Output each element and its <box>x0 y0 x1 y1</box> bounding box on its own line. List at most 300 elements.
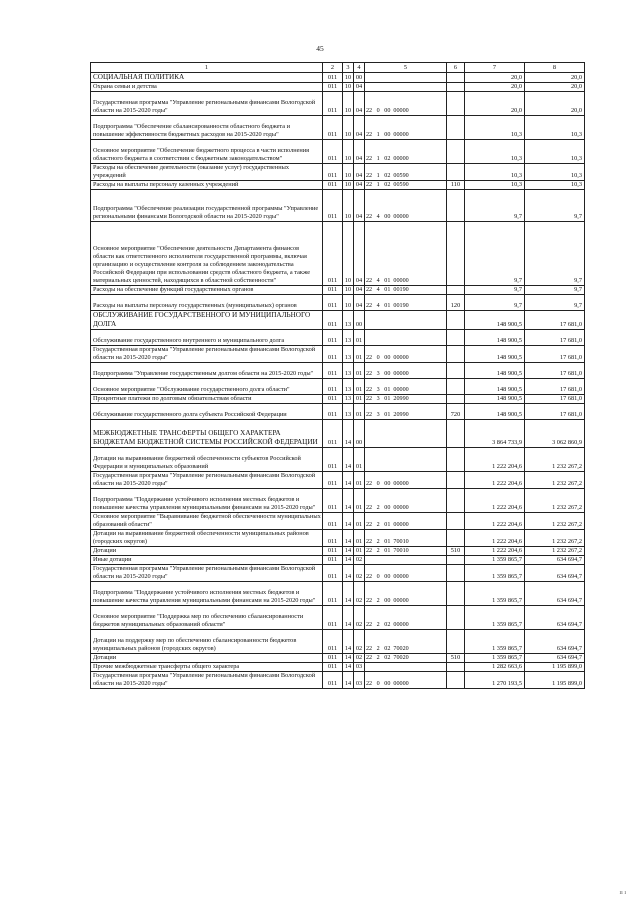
amount-year2-cell: 17 681,0 <box>525 346 585 363</box>
row-name-cell: Государственная программа "Управление региональными финансами Вологодской области на 2015-2020 годы" <box>91 346 323 363</box>
row-name-cell: Иные дотации <box>91 556 323 565</box>
code-subsection-cell: 01 <box>354 472 365 489</box>
code-expense-type-cell <box>447 395 465 404</box>
code-section-cell: 10 <box>343 92 354 116</box>
row-name-cell: Дотации <box>91 654 323 663</box>
code-admin-cell: 011 <box>323 489 343 513</box>
code-subsection-cell: 02 <box>354 582 365 606</box>
code-admin-cell: 011 <box>323 92 343 116</box>
code-admin-cell: 011 <box>323 140 343 164</box>
code-expense-type-cell <box>447 286 465 295</box>
code-admin-cell: 011 <box>323 181 343 190</box>
page-number: 45 <box>316 44 324 53</box>
code-target-article-cell: 22 2 01 70010 <box>365 547 447 556</box>
table-row <box>91 672 585 689</box>
code-expense-type-cell <box>447 606 465 630</box>
code-section-cell: 14 <box>343 448 354 472</box>
code-section-cell: 14 <box>343 672 354 689</box>
amount-year1-cell: 9,7 <box>465 222 525 286</box>
code-subsection-cell: 04 <box>354 83 365 92</box>
code-admin-cell: 011 <box>323 606 343 630</box>
table-row <box>91 556 585 565</box>
code-expense-type-cell: 510 <box>447 547 465 556</box>
code-target-article-cell: 22 1 02 00590 <box>365 164 447 181</box>
code-expense-type-cell <box>447 73 465 83</box>
code-target-article-cell: 22 2 00 00000 <box>365 489 447 513</box>
table-row <box>91 181 585 190</box>
code-admin-cell: 011 <box>323 448 343 472</box>
code-expense-type-cell <box>447 311 465 330</box>
code-section-cell: 10 <box>343 164 354 181</box>
row-name-cell: МЕЖБЮДЖЕТНЫЕ ТРАНСФЕРТЫ ОБЩЕГО ХАРАКТЕРА БЮДЖЕТАМ БЮДЖЕТНОЙ СИСТЕМЫ РОССИЙСКОЙ ФЕДЕРАЦИИ <box>91 420 323 448</box>
row-name-cell: Дотации на выравнивание бюджетной обеспеченности муниципальных районов (городских округов) <box>91 530 323 547</box>
row-name-cell: Дотации <box>91 547 323 556</box>
amount-year1-cell: 148 900,5 <box>465 363 525 379</box>
code-target-article-cell: 22 0 00 00000 <box>365 92 447 116</box>
code-subsection-cell: 04 <box>354 92 365 116</box>
row-name-cell: Государственная программа "Управление региональными финансами Вологодской области на 2015-2020 годы" <box>91 672 323 689</box>
code-subsection-cell: 04 <box>354 190 365 222</box>
amount-year1-cell: 20,0 <box>465 92 525 116</box>
code-section-cell: 14 <box>343 606 354 630</box>
row-name-cell: Дотации на выравнивание бюджетной обеспеченности субъектов Российской Федерации и муниципальных образований <box>91 448 323 472</box>
code-section-cell: 14 <box>343 530 354 547</box>
code-section-cell: 14 <box>343 630 354 654</box>
code-expense-type-cell <box>447 83 465 92</box>
code-expense-type-cell <box>447 663 465 672</box>
code-target-article-cell <box>365 83 447 92</box>
table-body <box>91 63 585 689</box>
header-cell: 4 <box>354 63 365 73</box>
code-subsection-cell: 04 <box>354 222 365 286</box>
code-target-article-cell: 22 2 02 70020 <box>365 654 447 663</box>
code-admin-cell: 011 <box>323 190 343 222</box>
code-section-cell: 14 <box>343 556 354 565</box>
code-expense-type-cell <box>447 222 465 286</box>
code-subsection-cell: 01 <box>354 513 365 530</box>
row-name-cell: Расходы на выплаты персоналу государственных (муниципальных) органов <box>91 295 323 311</box>
amount-year1-cell: 1 222 204,6 <box>465 530 525 547</box>
table-row <box>91 565 585 582</box>
table-row <box>91 513 585 530</box>
amount-year2-cell: 17 681,0 <box>525 311 585 330</box>
code-admin-cell: 011 <box>323 530 343 547</box>
amount-year1-cell: 10,3 <box>465 140 525 164</box>
row-name-cell: Расходы на выплаты персоналу казенных учреждений <box>91 181 323 190</box>
code-subsection-cell: 02 <box>354 556 365 565</box>
row-name-cell: Основное мероприятие "Выравнивание бюджетной обеспеченности муниципальных образований области" <box>91 513 323 530</box>
header-cell: 1 <box>91 63 323 73</box>
amount-year1-cell: 1 359 865,7 <box>465 556 525 565</box>
header-cell: 5 <box>365 63 447 73</box>
code-expense-type-cell <box>447 472 465 489</box>
amount-year1-cell: 1 222 204,6 <box>465 513 525 530</box>
table-row <box>91 190 585 222</box>
row-name-cell: Основное мероприятие "Обеспечение бюджетного процесса в части исполнения областного бюджета в соответствии с бюджетным законодательством" <box>91 140 323 164</box>
code-section-cell: 10 <box>343 222 354 286</box>
amount-year1-cell: 148 900,5 <box>465 346 525 363</box>
code-expense-type-cell <box>447 489 465 513</box>
amount-year1-cell: 20,0 <box>465 73 525 83</box>
code-admin-cell: 011 <box>323 73 343 83</box>
code-target-article-cell: 22 4 01 00190 <box>365 295 447 311</box>
amount-year1-cell: 1 270 193,5 <box>465 672 525 689</box>
code-expense-type-cell <box>447 420 465 448</box>
code-admin-cell: 011 <box>323 672 343 689</box>
code-section-cell: 13 <box>343 330 354 346</box>
code-section-cell: 14 <box>343 663 354 672</box>
row-name-cell: Расходы на обеспечение функций государственных органов <box>91 286 323 295</box>
code-subsection-cell: 00 <box>354 311 365 330</box>
amount-year1-cell: 1 359 865,7 <box>465 582 525 606</box>
code-expense-type-cell <box>447 346 465 363</box>
code-expense-type-cell <box>447 582 465 606</box>
code-admin-cell: 011 <box>323 663 343 672</box>
table-row <box>91 379 585 395</box>
amount-year2-cell: 10,3 <box>525 116 585 140</box>
table-row <box>91 404 585 420</box>
table-row <box>91 295 585 311</box>
code-expense-type-cell <box>447 164 465 181</box>
code-subsection-cell: 01 <box>354 379 365 395</box>
table-row <box>91 286 585 295</box>
row-name-cell: Подпрограмма "Поддержание устойчивого исполнения местных бюджетов и повышение качества управления муниципальными финансами на 2015-2020 годы" <box>91 582 323 606</box>
header-row <box>91 63 585 73</box>
row-name-cell: Государственная программа "Управление региональными финансами Вологодской области на 2015-2020 годы" <box>91 472 323 489</box>
code-admin-cell: 011 <box>323 330 343 346</box>
amount-year2-cell: 10,3 <box>525 140 585 164</box>
amount-year2-cell: 634 694,7 <box>525 606 585 630</box>
amount-year1-cell: 1 359 865,7 <box>465 565 525 582</box>
amount-year1-cell: 10,3 <box>465 181 525 190</box>
table-row <box>91 311 585 330</box>
amount-year1-cell: 148 900,5 <box>465 330 525 346</box>
code-target-article-cell: 22 2 02 70020 <box>365 630 447 654</box>
code-subsection-cell: 04 <box>354 164 365 181</box>
amount-year1-cell: 9,7 <box>465 190 525 222</box>
code-subsection-cell: 01 <box>354 547 365 556</box>
code-target-article-cell: 22 2 01 00000 <box>365 513 447 530</box>
code-subsection-cell: 04 <box>354 181 365 190</box>
code-expense-type-cell: 720 <box>447 404 465 420</box>
amount-year2-cell: 3 062 860,9 <box>525 420 585 448</box>
row-name-cell: Основное мероприятие "Обслуживание государственного долга области" <box>91 379 323 395</box>
amount-year2-cell: 1 232 267,2 <box>525 472 585 489</box>
amount-year1-cell: 1 359 865,7 <box>465 606 525 630</box>
amount-year2-cell: 1 195 899,0 <box>525 663 585 672</box>
table-row <box>91 92 585 116</box>
code-admin-cell: 011 <box>323 346 343 363</box>
amount-year1-cell: 1 222 204,6 <box>465 472 525 489</box>
row-name-cell: Государственная программа "Управление региональными финансами Вологодской области на 2015-2020 годы" <box>91 92 323 116</box>
code-admin-cell: 011 <box>323 286 343 295</box>
code-target-article-cell: 22 1 00 00000 <box>365 116 447 140</box>
code-subsection-cell: 04 <box>354 140 365 164</box>
budget-table <box>90 62 585 689</box>
code-subsection-cell: 00 <box>354 73 365 83</box>
amount-year2-cell: 9,7 <box>525 190 585 222</box>
code-admin-cell: 011 <box>323 116 343 140</box>
amount-year2-cell: 17 681,0 <box>525 404 585 420</box>
row-name-cell: Основное мероприятие "Поддержка мер по обеспечению сбалансированности бюджетов муниципальных образований области" <box>91 606 323 630</box>
code-target-article-cell <box>365 420 447 448</box>
code-target-article-cell: 22 2 02 00000 <box>365 606 447 630</box>
header-cell: 3 <box>343 63 354 73</box>
code-section-cell: 14 <box>343 513 354 530</box>
code-section-cell: 10 <box>343 116 354 140</box>
code-admin-cell: 011 <box>323 379 343 395</box>
code-admin-cell: 011 <box>323 547 343 556</box>
code-target-article-cell <box>365 556 447 565</box>
table-row <box>91 420 585 448</box>
code-admin-cell: 011 <box>323 420 343 448</box>
code-subsection-cell: 04 <box>354 295 365 311</box>
code-expense-type-cell <box>447 672 465 689</box>
table-row <box>91 363 585 379</box>
row-name-cell: Дотации на поддержку мер по обеспечению сбалансированности бюджетов муниципальных районов (городских округов) <box>91 630 323 654</box>
table-row <box>91 395 585 404</box>
table-row <box>91 330 585 346</box>
code-admin-cell: 011 <box>323 582 343 606</box>
amount-year2-cell: 634 694,7 <box>525 630 585 654</box>
header-cell: 6 <box>447 63 465 73</box>
amount-year2-cell: 1 195 899,0 <box>525 672 585 689</box>
amount-year1-cell: 1 282 663,6 <box>465 663 525 672</box>
code-expense-type-cell: 110 <box>447 181 465 190</box>
code-subsection-cell: 03 <box>354 663 365 672</box>
code-expense-type-cell <box>447 530 465 547</box>
amount-year2-cell: 17 681,0 <box>525 379 585 395</box>
code-target-article-cell: 22 1 02 00590 <box>365 181 447 190</box>
code-expense-type-cell <box>447 190 465 222</box>
amount-year1-cell: 148 900,5 <box>465 395 525 404</box>
code-admin-cell: 011 <box>323 630 343 654</box>
code-admin-cell: 011 <box>323 311 343 330</box>
code-subsection-cell: 02 <box>354 565 365 582</box>
amount-year2-cell: 634 694,7 <box>525 654 585 663</box>
code-target-article-cell: 22 0 00 00000 <box>365 565 447 582</box>
table-row <box>91 654 585 663</box>
amount-year1-cell: 10,3 <box>465 164 525 181</box>
table-row <box>91 472 585 489</box>
code-target-article-cell: 22 4 01 00190 <box>365 286 447 295</box>
code-expense-type-cell <box>447 363 465 379</box>
table-row <box>91 606 585 630</box>
code-expense-type-cell <box>447 116 465 140</box>
code-section-cell: 13 <box>343 311 354 330</box>
code-subsection-cell: 02 <box>354 606 365 630</box>
code-subsection-cell: 01 <box>354 489 365 513</box>
code-section-cell: 14 <box>343 547 354 556</box>
table-row <box>91 630 585 654</box>
table-row <box>91 83 585 92</box>
code-admin-cell: 011 <box>323 83 343 92</box>
amount-year2-cell: 634 694,7 <box>525 565 585 582</box>
row-name-cell: Охрана семьи и детства <box>91 83 323 92</box>
code-target-article-cell <box>365 311 447 330</box>
amount-year2-cell: 17 681,0 <box>525 330 585 346</box>
code-subsection-cell: 01 <box>354 448 365 472</box>
row-name-cell: Процентные платежи по долговым обязательствам области <box>91 395 323 404</box>
code-expense-type-cell <box>447 330 465 346</box>
table-row <box>91 489 585 513</box>
code-expense-type-cell <box>447 565 465 582</box>
row-name-cell: Прочие межбюджетные трансферты общего характера <box>91 663 323 672</box>
row-name-cell: Расходы на обеспечение деятельности (оказание услуг) государственных учреждений <box>91 164 323 181</box>
amount-year2-cell: 20,0 <box>525 73 585 83</box>
row-name-cell: Основное мероприятие "Обеспечение деятельности Департамента финансов области как ответственного исполнителя государственной программы, включая организацию и осуществление контроля за соблюдением законодательства Российской Федерации при использовании средств областного бюджета, а также материальных ценностей, находящихся в областной собственности" <box>91 222 323 286</box>
code-expense-type-cell <box>447 556 465 565</box>
code-expense-type-cell: 120 <box>447 295 465 311</box>
code-expense-type-cell <box>447 92 465 116</box>
table-row <box>91 582 585 606</box>
code-expense-type-cell <box>447 630 465 654</box>
amount-year1-cell: 1 222 204,6 <box>465 489 525 513</box>
code-subsection-cell: 01 <box>354 346 365 363</box>
amount-year2-cell: 17 681,0 <box>525 363 585 379</box>
code-section-cell: 13 <box>343 363 354 379</box>
code-section-cell: 10 <box>343 181 354 190</box>
code-subsection-cell: 02 <box>354 654 365 663</box>
code-subsection-cell: 04 <box>354 286 365 295</box>
code-subsection-cell: 02 <box>354 630 365 654</box>
row-name-cell: ОБСЛУЖИВАНИЕ ГОСУДАРСТВЕННОГО И МУНИЦИПАЛЬНОГО ДОЛГА <box>91 311 323 330</box>
code-target-article-cell <box>365 73 447 83</box>
code-target-article-cell: 22 3 01 20990 <box>365 395 447 404</box>
code-target-article-cell: 22 3 01 20990 <box>365 404 447 420</box>
table-row <box>91 164 585 181</box>
code-admin-cell: 011 <box>323 404 343 420</box>
code-target-article-cell: 22 4 01 00000 <box>365 222 447 286</box>
code-section-cell: 13 <box>343 404 354 420</box>
row-name-cell: Подпрограмма "Обеспечение сбалансированности областного бюджета и повышение эффективности бюджетных расходов на 2015-2020 годы" <box>91 116 323 140</box>
code-subsection-cell: 01 <box>354 363 365 379</box>
header-cell: 7 <box>465 63 525 73</box>
table-row <box>91 663 585 672</box>
code-section-cell: 14 <box>343 472 354 489</box>
code-section-cell: 10 <box>343 190 354 222</box>
row-name-cell: Государственная программа "Управление региональными финансами Вологодской области на 2015-2020 годы" <box>91 565 323 582</box>
header-cell: 8 <box>525 63 585 73</box>
amount-year2-cell: 634 694,7 <box>525 582 585 606</box>
amount-year2-cell: 634 694,7 <box>525 556 585 565</box>
row-name-cell: Обслуживание государственного долга субъекта Российской Федерации <box>91 404 323 420</box>
code-target-article-cell: 22 3 00 00000 <box>365 363 447 379</box>
amount-year2-cell: 9,7 <box>525 286 585 295</box>
amount-year2-cell: 1 232 267,2 <box>525 489 585 513</box>
code-target-article-cell <box>365 448 447 472</box>
code-expense-type-cell <box>447 448 465 472</box>
amount-year2-cell: 20,0 <box>525 83 585 92</box>
header-cell: 2 <box>323 63 343 73</box>
code-target-article-cell: 22 0 00 00000 <box>365 346 447 363</box>
code-subsection-cell: 01 <box>354 395 365 404</box>
code-target-article-cell: 22 4 00 00000 <box>365 190 447 222</box>
amount-year1-cell: 1 222 204,6 <box>465 448 525 472</box>
code-section-cell: 10 <box>343 83 354 92</box>
code-section-cell: 10 <box>343 295 354 311</box>
row-name-cell: Подпрограмма "Обеспечение реализации государственной программы "Управление региональными финансами Вологодской области на 2015-2020 годы" <box>91 190 323 222</box>
amount-year1-cell: 148 900,5 <box>465 311 525 330</box>
code-expense-type-cell <box>447 513 465 530</box>
code-subsection-cell: 04 <box>354 116 365 140</box>
table-row <box>91 116 585 140</box>
amount-year2-cell: 10,3 <box>525 164 585 181</box>
row-name-cell: Обслуживание государственного внутреннего и муниципального долга <box>91 330 323 346</box>
amount-year1-cell: 1 359 865,7 <box>465 654 525 663</box>
amount-year1-cell: 9,7 <box>465 295 525 311</box>
amount-year2-cell: 1 232 267,2 <box>525 513 585 530</box>
table-row <box>91 222 585 286</box>
table-row <box>91 547 585 556</box>
code-admin-cell: 011 <box>323 654 343 663</box>
code-section-cell: 13 <box>343 379 354 395</box>
amount-year1-cell: 1 359 865,7 <box>465 630 525 654</box>
amount-year1-cell: 10,3 <box>465 116 525 140</box>
code-subsection-cell: 01 <box>354 404 365 420</box>
amount-year1-cell: 9,7 <box>465 286 525 295</box>
table-row <box>91 73 585 83</box>
row-name-cell: Подпрограмма "Поддержание устойчивого исполнения местных бюджетов и повышение качества управления муниципальными финансами на 2015-2020 годы" <box>91 489 323 513</box>
corner-mark: ıı ı <box>619 890 626 896</box>
code-section-cell: 10 <box>343 140 354 164</box>
amount-year1-cell: 3 864 733,9 <box>465 420 525 448</box>
amount-year2-cell: 9,7 <box>525 222 585 286</box>
amount-year2-cell: 9,7 <box>525 295 585 311</box>
code-target-article-cell: 22 2 01 70010 <box>365 530 447 547</box>
code-admin-cell: 011 <box>323 565 343 582</box>
amount-year1-cell: 1 222 204,6 <box>465 547 525 556</box>
code-admin-cell: 011 <box>323 363 343 379</box>
amount-year2-cell: 17 681,0 <box>525 395 585 404</box>
amount-year2-cell: 1 232 267,2 <box>525 530 585 547</box>
code-subsection-cell: 01 <box>354 530 365 547</box>
code-target-article-cell: 22 3 01 00000 <box>365 379 447 395</box>
amount-year2-cell: 20,0 <box>525 92 585 116</box>
code-expense-type-cell: 510 <box>447 654 465 663</box>
code-admin-cell: 011 <box>323 472 343 489</box>
code-expense-type-cell <box>447 140 465 164</box>
code-subsection-cell: 03 <box>354 672 365 689</box>
code-admin-cell: 011 <box>323 164 343 181</box>
code-expense-type-cell <box>447 379 465 395</box>
code-section-cell: 13 <box>343 395 354 404</box>
row-name-cell: Подпрограмма "Управление государственным долгом области на 2015-2020 годы" <box>91 363 323 379</box>
code-admin-cell: 011 <box>323 513 343 530</box>
amount-year2-cell: 1 232 267,2 <box>525 547 585 556</box>
amount-year2-cell: 10,3 <box>525 181 585 190</box>
table-row <box>91 140 585 164</box>
code-subsection-cell: 00 <box>354 420 365 448</box>
row-name-cell: СОЦИАЛЬНАЯ ПОЛИТИКА <box>91 73 323 83</box>
table-row <box>91 530 585 547</box>
code-target-article-cell: 22 2 00 00000 <box>365 582 447 606</box>
code-section-cell: 10 <box>343 286 354 295</box>
code-target-article-cell <box>365 663 447 672</box>
amount-year1-cell: 148 900,5 <box>465 379 525 395</box>
code-section-cell: 14 <box>343 420 354 448</box>
code-target-article-cell: 22 0 00 00000 <box>365 472 447 489</box>
code-admin-cell: 011 <box>323 556 343 565</box>
code-section-cell: 14 <box>343 582 354 606</box>
code-section-cell: 14 <box>343 565 354 582</box>
code-target-article-cell: 22 1 02 00000 <box>365 140 447 164</box>
code-target-article-cell: 22 0 00 00000 <box>365 672 447 689</box>
code-section-cell: 10 <box>343 73 354 83</box>
code-section-cell: 14 <box>343 489 354 513</box>
code-admin-cell: 011 <box>323 295 343 311</box>
amount-year1-cell: 20,0 <box>465 83 525 92</box>
